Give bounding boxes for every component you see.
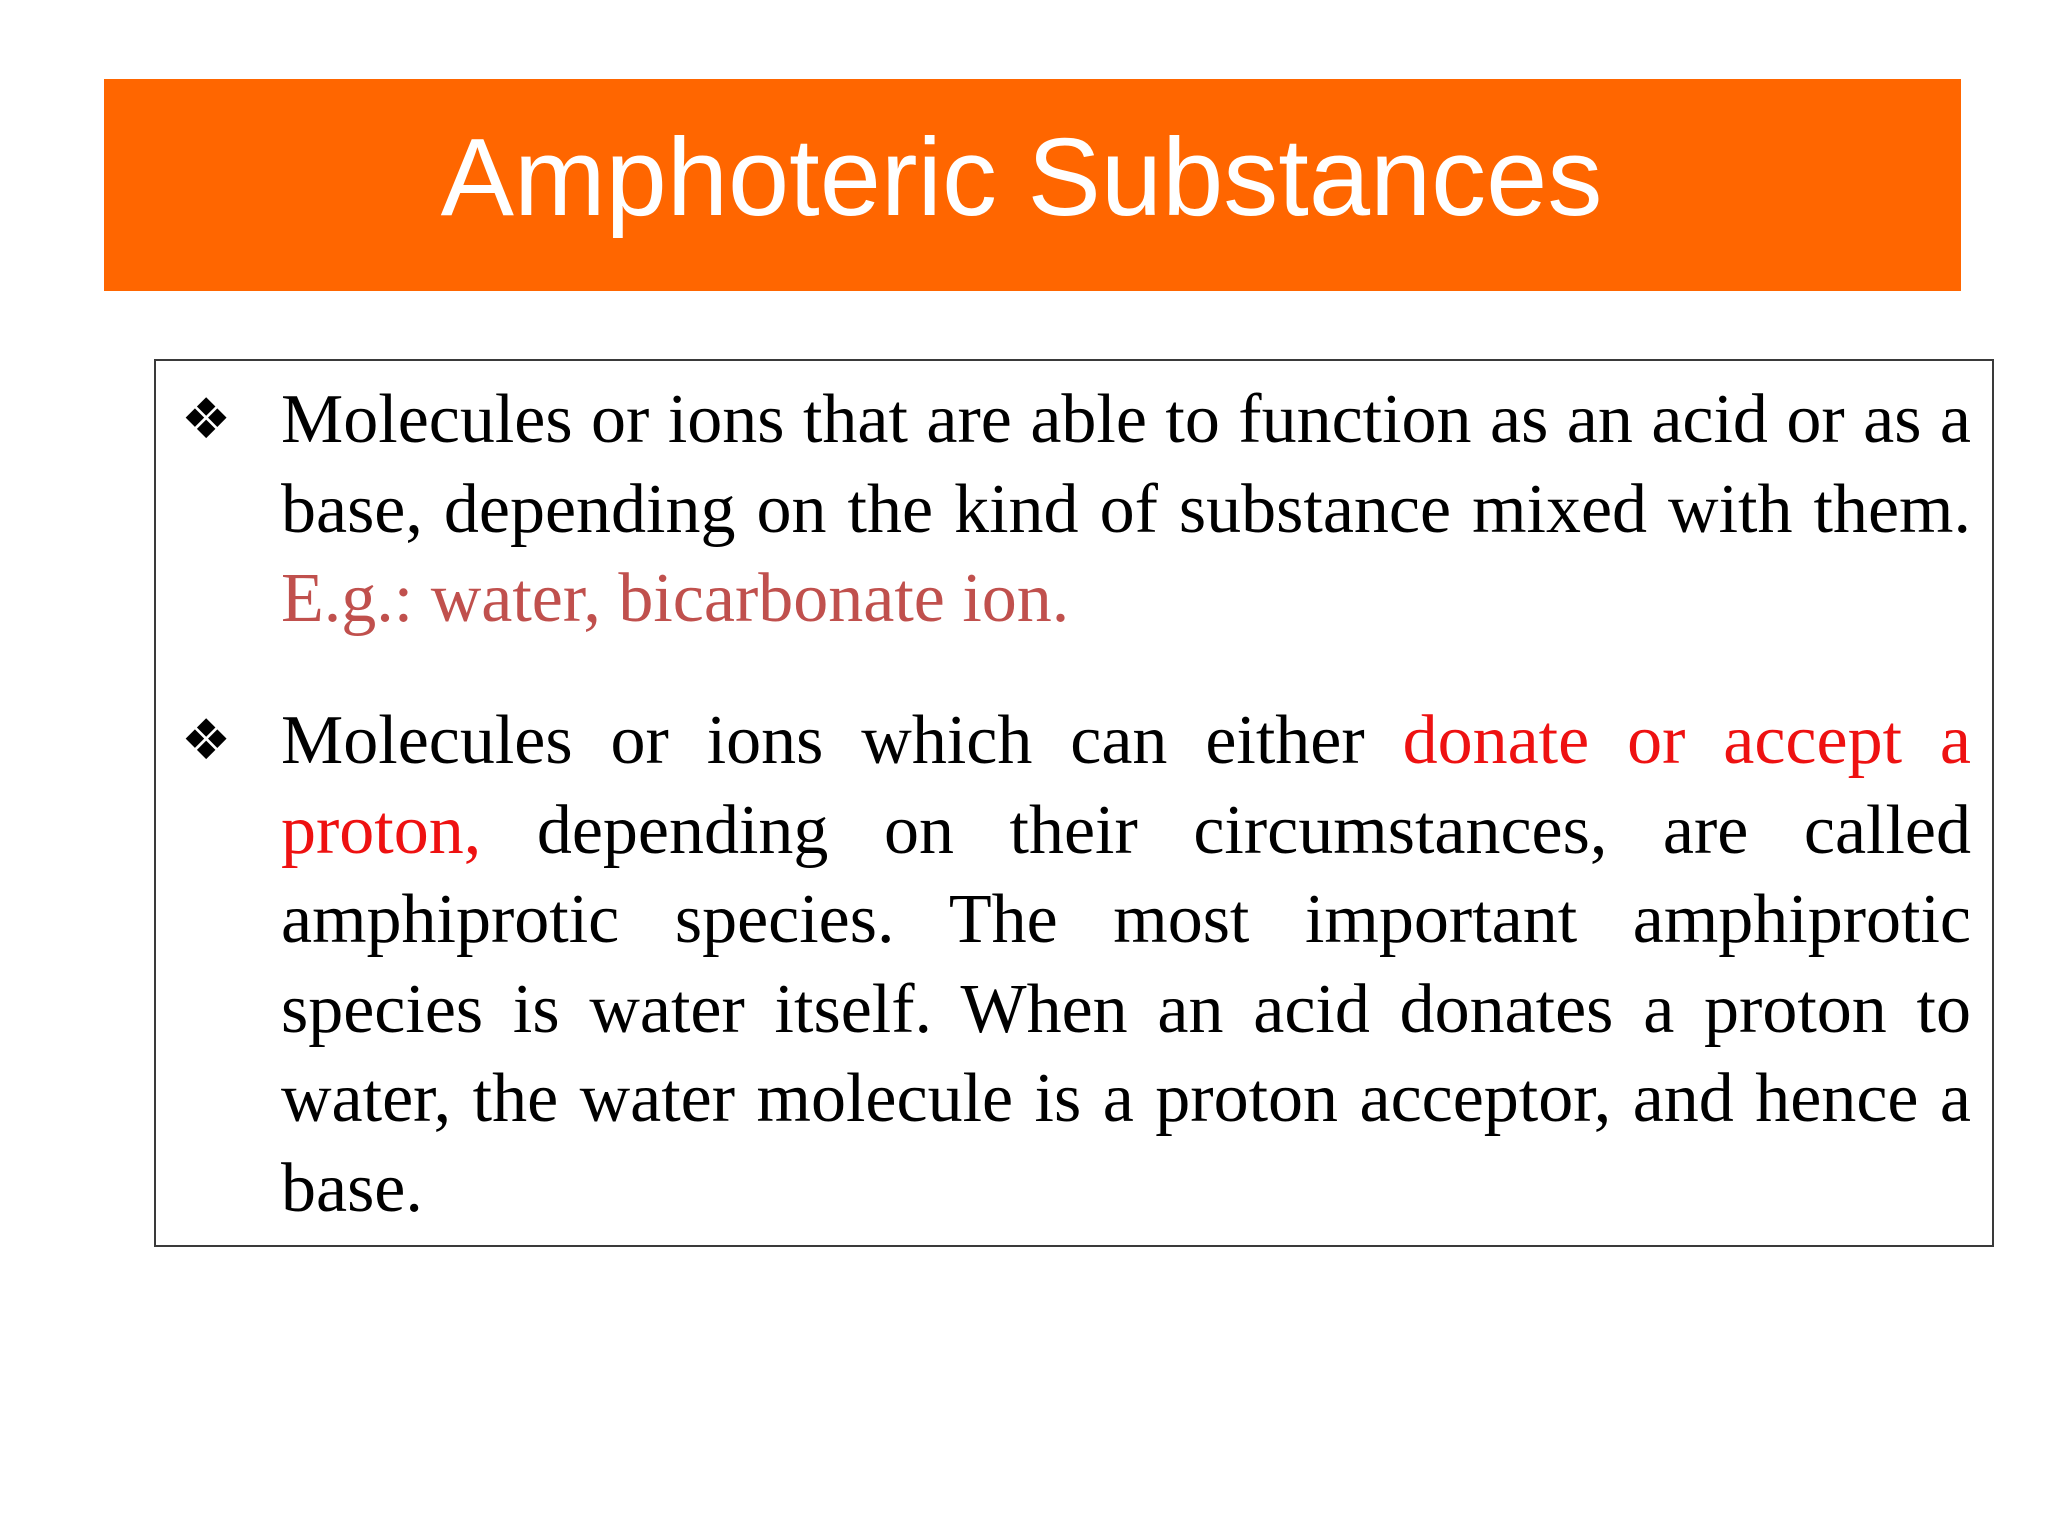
bullet-item-1 — [181, 375, 1971, 644]
title-bar — [104, 79, 1961, 291]
diamond-cluster-bullet-icon: ❖ — [181, 387, 232, 452]
bullet-2-text-after: depending on their circumstances, are called amphiprotic species. The most important amphiprotic species is water itself. When an acid donates a proton to water, the water molecule is a proton acceptor, and hence a base. — [281, 791, 1972, 1227]
content-box — [154, 359, 1994, 1247]
bullet-1-text: Molecules or ions that are able to function as an acid or as a base, depending on the kind of substance mixed with them. — [281, 381, 1971, 548]
bullet-2-text-before: Molecules or ions which can either — [281, 702, 1365, 779]
diamond-cluster-bullet-icon: ❖ — [181, 708, 232, 773]
bullet-2-emphasis: donate or accept a proton, — [281, 702, 1971, 869]
bullet-1-example: E.g.: water, bicarbonate ion. — [281, 560, 1070, 637]
bullet-item-2 — [181, 696, 1972, 1233]
slide-title: Amphoteric Substances — [440, 116, 1603, 239]
